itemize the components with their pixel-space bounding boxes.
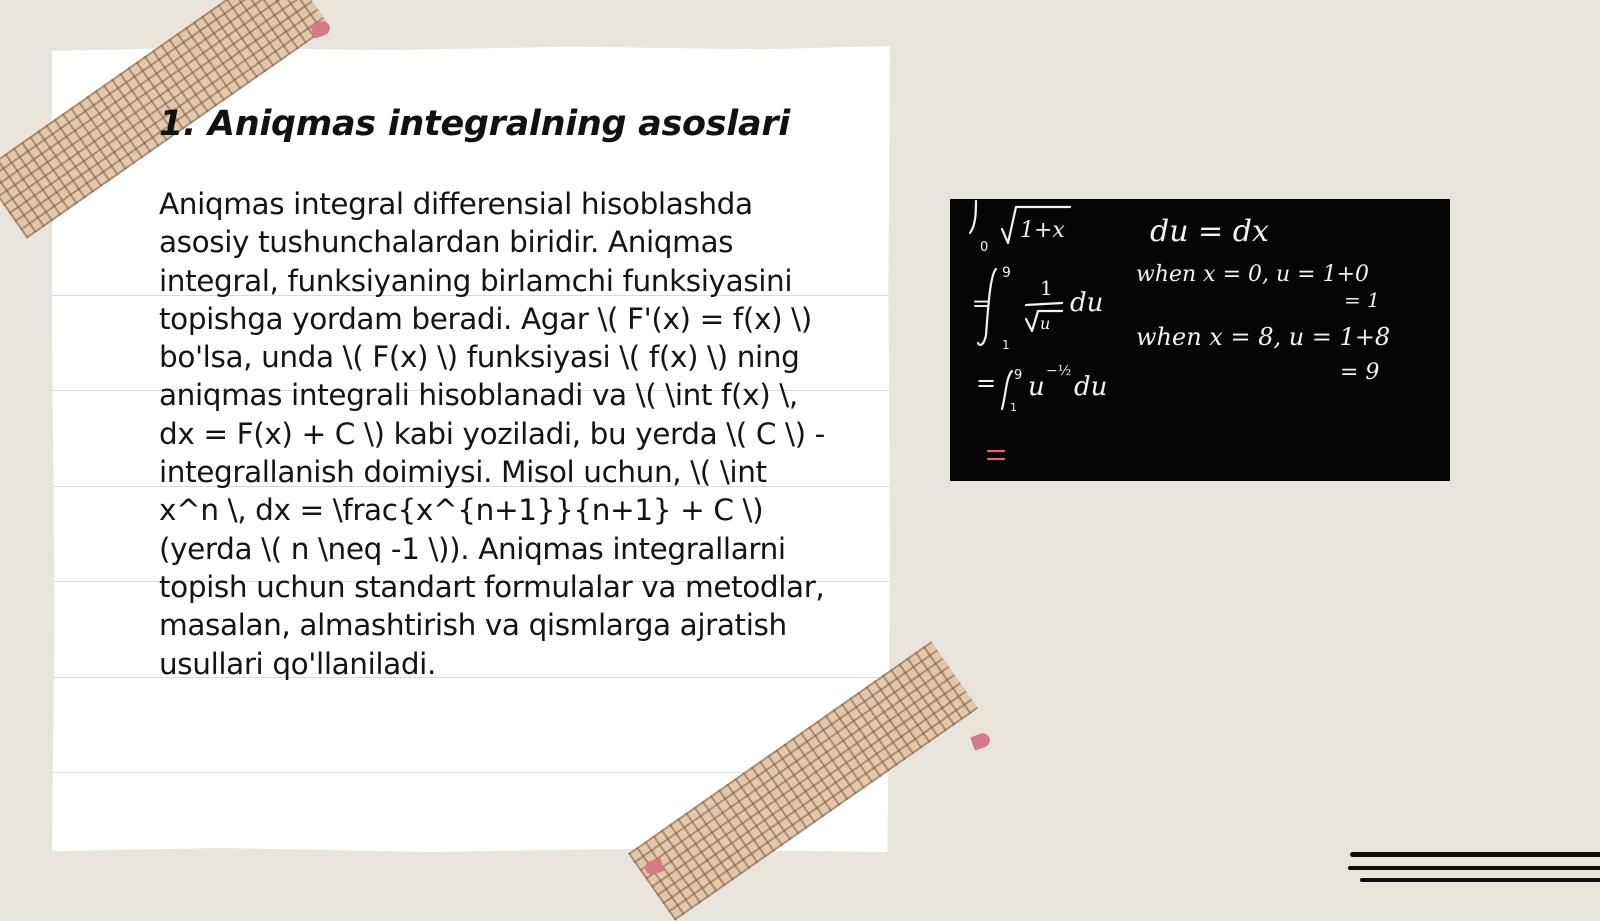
board-line: du = dx	[1150, 214, 1269, 249]
decorative-line	[1360, 878, 1600, 882]
chalkboard-image	[950, 199, 1450, 481]
board-line: = 1	[1344, 288, 1380, 312]
svg-text:=: =	[972, 292, 991, 317]
svg-text:0: 0	[980, 240, 989, 255]
decorative-line	[1350, 852, 1600, 857]
slide-body-text: Aniqmas integral differensial hisoblashda asosiy tushunchalardan biridir. Aniqmas integral, funksiyaning birlamchi funksiyasini topishga yordam beradi. Agar \( F'(x) = f(x) \) bo'lsa, unda \( F(x) \) funksiyasi \( f(x) \) ning aniqmas integrali hisoblanadi va \( \int f(x) \, dx = F(x) + C \) kabi yoziladi, bu yerda \( C \) - integrallanish doimiysi. Misol uchun, \( \int x^n \, dx = \frac{x^{n+1}}{n+1} + C \) (yerda \( n \neq -1 \)). Aniqmas integrallarni topish uchun standart formulalar va metodlar, masalan, almashtirish va qismlarga ajratish usullari qo'llaniladi.	[159, 187, 825, 681]
svg-text:du: du	[1070, 288, 1104, 318]
board-line: = 9	[1340, 360, 1380, 385]
board-line: when x = 0, u = 1+0	[1136, 262, 1370, 287]
svg-text:−½: −½	[1046, 363, 1072, 379]
svg-text:1: 1	[1002, 338, 1010, 352]
chalkboard-drawing	[950, 199, 1450, 481]
svg-text:1: 1	[1010, 401, 1017, 414]
svg-text:9: 9	[1002, 265, 1011, 281]
svg-text:1+x: 1+x	[1020, 218, 1065, 243]
svg-text:u: u	[1040, 314, 1051, 333]
decorative-line	[1348, 866, 1600, 870]
svg-text:1: 1	[1040, 276, 1053, 300]
svg-text:du: du	[1074, 372, 1108, 402]
svg-text:9: 9	[1014, 368, 1023, 383]
svg-text:=: =	[976, 369, 997, 397]
tape-tip	[970, 731, 992, 750]
slide-heading: 1. Aniqmas integralning asoslari	[159, 104, 790, 144]
board-line: when x = 8, u = 1+8	[1136, 323, 1391, 351]
svg-text:u: u	[1028, 372, 1045, 402]
